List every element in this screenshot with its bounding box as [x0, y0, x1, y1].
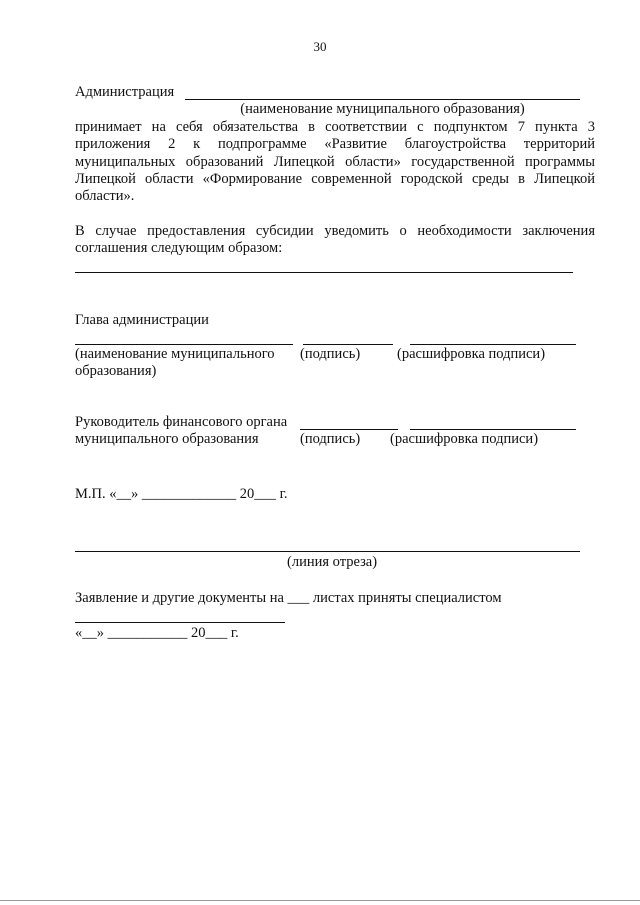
stamp-mp-label: М.П. «__»: [75, 486, 139, 502]
finance-head-title: Руководитель финансового органа: [75, 414, 288, 430]
municipality-name-line: [185, 99, 580, 100]
municipality-name-caption: (наименование муниципального образования): [240, 101, 525, 117]
cut-line: [75, 551, 580, 552]
head-signature-line: [303, 344, 393, 345]
notification-method-line: [75, 272, 573, 273]
receipt-date-line: [75, 625, 239, 642]
finance-signature-caption: (подпись): [300, 431, 361, 447]
cut-line-caption: (линия отреза): [287, 554, 378, 570]
page-bottom-edge: [0, 900, 640, 901]
stamp-date-line: [75, 486, 288, 503]
receipt-year: 20___ г.: [191, 625, 239, 641]
specialist-line: [75, 622, 285, 623]
head-decoding-line: [410, 344, 576, 345]
finance-head-subtitle: муниципального образования: [75, 431, 259, 447]
head-signature-caption: (подпись): [300, 346, 361, 362]
stamp-month-blank: _____________: [141, 486, 237, 502]
subsidy-paragraph: В случае предоставления субсидии уведомить о необходимости заключения соглашения следующим образом:: [75, 223, 595, 257]
finance-signature-line: [300, 429, 398, 430]
head-municipality-caption-cont: образования): [75, 363, 157, 379]
obligation-paragraph: принимает на себя обязательства в соответствии с подпунктом 7 пункта 3 приложения 2 к подпрограмме «Развитие благоустройства территорий муниципальных образований Липецкой области» государственной программы Липецкой области «Формирование современной городской среды в Липецкой области».: [75, 119, 595, 205]
stamp-year: 20___ г.: [239, 486, 288, 502]
finance-decoding-line: [410, 429, 576, 430]
page-number: 30: [313, 39, 327, 54]
head-municipality-line: [75, 344, 293, 345]
head-municipality-caption: (наименование муниципального: [75, 346, 275, 362]
head-of-administration-title: Глава администрации: [75, 312, 209, 328]
receipt-month-blank: ___________: [107, 625, 188, 641]
head-decoding-caption: (расшифровка подписи): [397, 346, 546, 362]
receipt-statement: Заявление и другие документы на ___ листах приняты специалистом: [75, 590, 502, 606]
receipt-day: «__»: [75, 625, 104, 641]
finance-decoding-caption: (расшифровка подписи): [390, 431, 539, 447]
administration-label: Администрация: [75, 84, 175, 100]
